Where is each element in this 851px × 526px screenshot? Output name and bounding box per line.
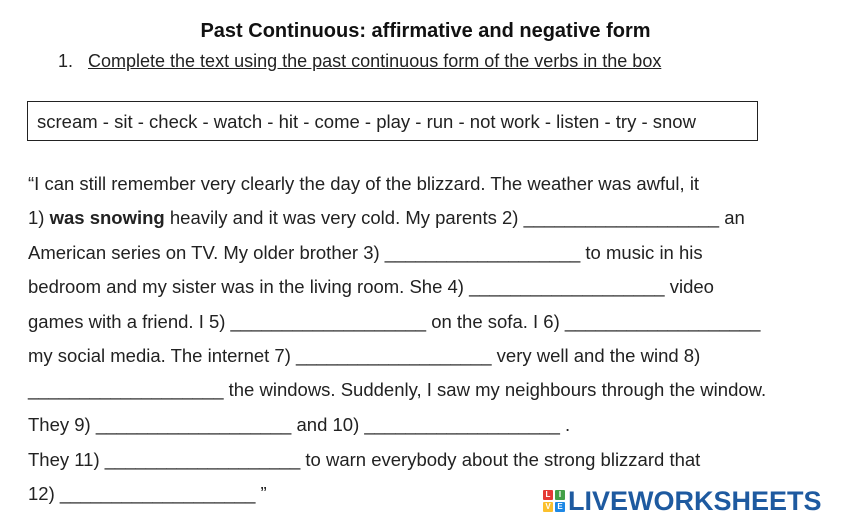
instruction xyxy=(58,50,661,72)
text-segment: 1) xyxy=(28,207,50,228)
instruction-number: 1. xyxy=(58,51,74,71)
logo-text: LIVEWORKSHEETS xyxy=(568,486,822,516)
text-segment: ___________________ the windows. Suddenly, I saw my neighbours through the window. xyxy=(28,379,767,400)
text-segment: “I can still remember very clearly the day of the blizzard. The weather was awful, it xyxy=(28,173,700,194)
text-segment: American series on TV. My older brother 3) ___________________ to music in his xyxy=(28,242,703,263)
text-line-7 xyxy=(28,378,766,402)
logo-tiles-icon xyxy=(543,490,565,512)
text-segment: They 9) ___________________ and 10) ___________________ . xyxy=(28,414,571,435)
word-box: scream - sit - check - watch - hit - come - play - run - not work - listen - try - snow xyxy=(27,101,758,141)
text-segment: They 11) ___________________ to warn everybody about the strong blizzard that xyxy=(28,449,701,470)
logo-tile: E xyxy=(555,502,565,512)
logo-tile: I xyxy=(555,490,565,500)
worksheet-title: Past Continuous: affirmative and negative form xyxy=(200,20,651,42)
text-segment: bedroom and my sister was in the living room. She 4) ___________________ video xyxy=(28,276,714,297)
example-answer: was snowing xyxy=(49,207,165,228)
text-line-3 xyxy=(28,241,703,265)
text-line-1 xyxy=(28,172,699,196)
text-line-10 xyxy=(28,482,267,506)
text-line-6 xyxy=(28,344,700,368)
text-line-4 xyxy=(28,275,714,299)
text-segment: games with a friend. I 5) ___________________ on the sofa. I 6) ___________________ xyxy=(28,311,761,332)
liveworksheets-logo xyxy=(543,488,822,514)
text-line-5 xyxy=(28,310,760,334)
text-segment: 12) ___________________ ” xyxy=(28,483,267,504)
text-segment: my social media. The internet 7) ___________________ very well and the wind 8) xyxy=(28,345,701,366)
text-line-8 xyxy=(28,413,570,437)
logo-tile: L xyxy=(543,490,553,500)
text-segment: heavily and it was very cold. My parents 2) ___________________ an xyxy=(164,207,745,228)
text-line-9 xyxy=(28,448,700,472)
text-line-2 xyxy=(28,206,745,230)
logo-tile: V xyxy=(543,502,553,512)
instruction-text: Complete the text using the past continuous form of the verbs in the box xyxy=(88,51,662,71)
